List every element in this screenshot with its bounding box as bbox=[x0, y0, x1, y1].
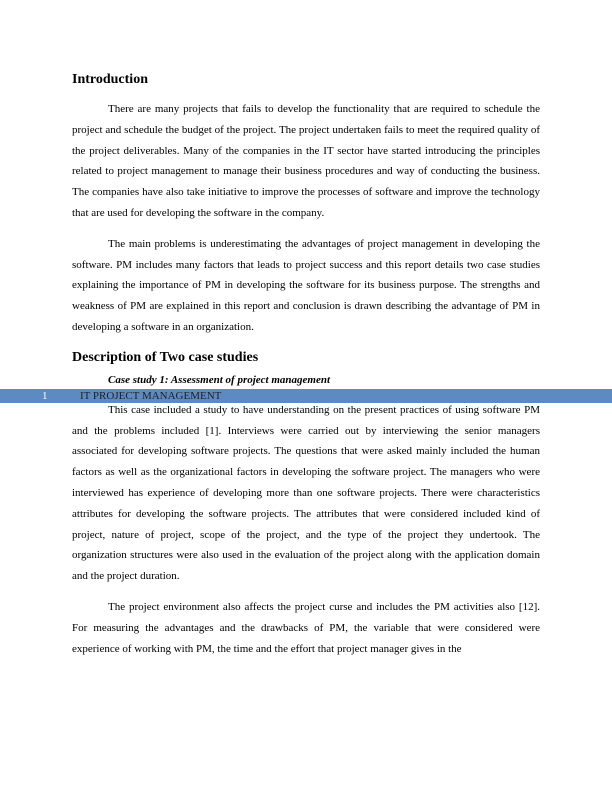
introduction-paragraph-1: There are many projects that fails to develop the functionality that are required to schedule the project and schedule the budget of the project. The project undertaken fails to meet the required quality of the project deliverables. Many of the companies in the IT sector have started introducing the principles related to project management to manage their business procedures and way of conducting the business. The companies have also take initiative to improve the processes of software and improve the technology that are used for developing the software in the company. bbox=[72, 103, 540, 219]
page-header-band bbox=[0, 389, 612, 403]
case-studies-heading: Description of Two case studies bbox=[72, 349, 259, 365]
introduction-paragraph-2: The main problems is underestimating the advantages of project management in developing the software. PM includes many factors that leads to project success and this report details two case studies explaining the importance of PM in developing the software for its business purpose. The strengths and weakness of PM are explained in this report and conclusion is drawn describing the advantage of PM in developing a software in an organization. bbox=[72, 237, 540, 333]
case-study-1-subheading: Case study 1: Assessment of project management bbox=[108, 373, 331, 386]
running-header-title: IT PROJECT MANAGEMENT bbox=[80, 390, 222, 402]
introduction-heading: Introduction bbox=[72, 72, 148, 87]
case-study-paragraph-2: The project environment also affects the project curse and includes the PM activities also [12]. For measuring the advantages and the drawbacks of PM, the variable that were considered were experience of working with PM, the time and the effort that project manager gives in the bbox=[72, 600, 540, 655]
document-body bbox=[72, 70, 540, 669]
case-study-paragraph-1: This case included a study to have understanding on the present practices of using software PM and the problems included [1]. Interviews were carried out by interviewing the senior managers associated for developing software projects. The questions that were asked mainly included the human factors as well as the organizational factors in developing the software project. The managers who were interviewed has experience of developing more than one software projects. There were characteristics attributes for developing the software projects. The attributes that were considered included kind of project, nature of project, scope of the project, and the type of the project they undertook. The organization structures were also used in the evaluation of the project along with the application domain and the project duration. bbox=[72, 403, 540, 583]
page-number: 1 bbox=[42, 390, 48, 402]
